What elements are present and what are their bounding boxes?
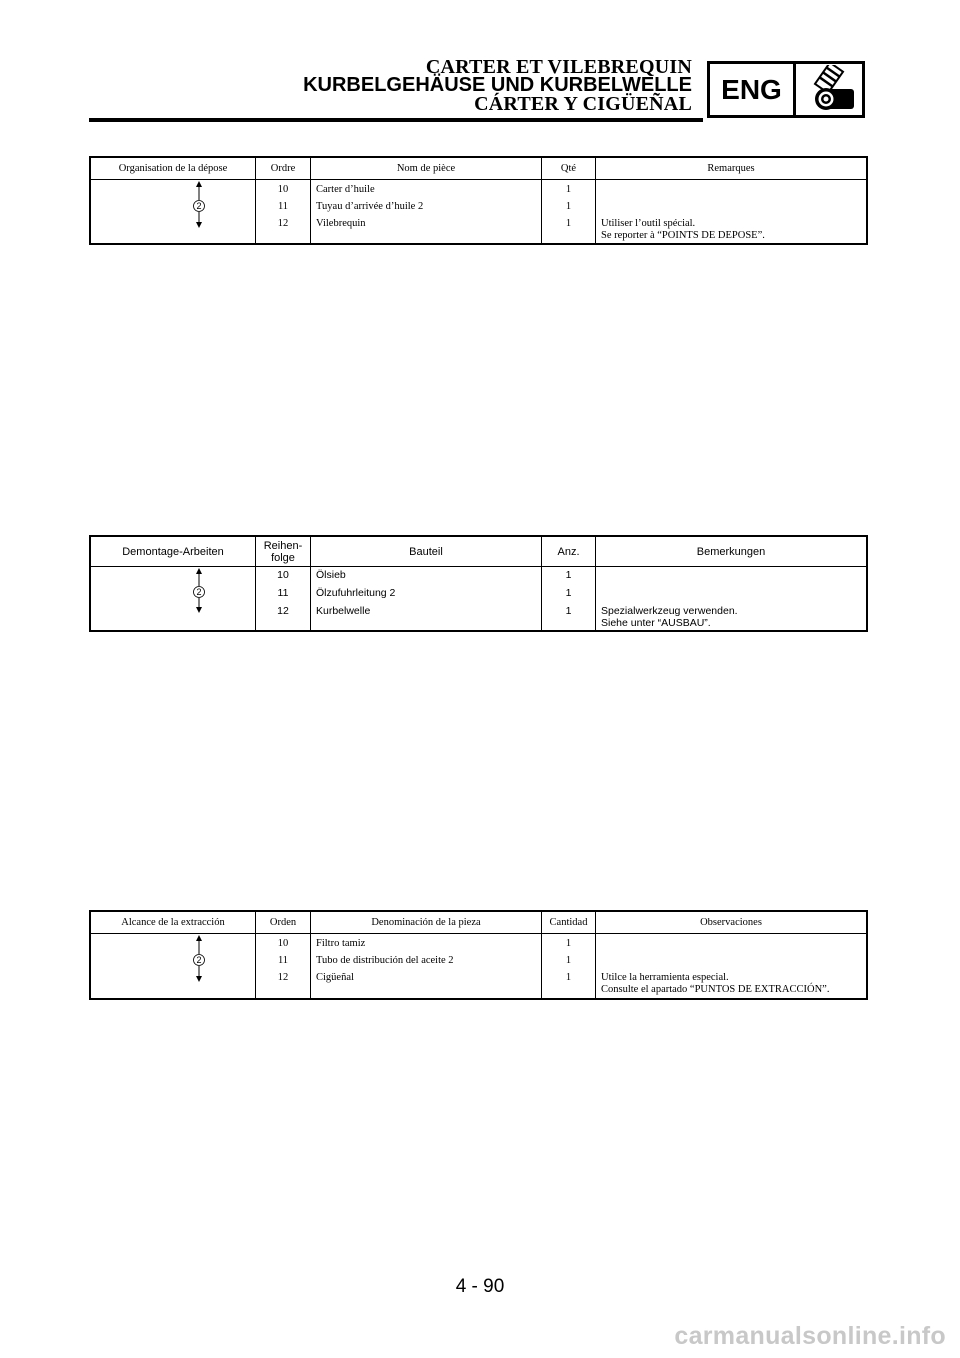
- part-name: Tuyau d’arrivée d’huile 2: [316, 201, 424, 212]
- col-header-line: folge: [271, 551, 295, 564]
- qty-value: 1: [565, 938, 572, 949]
- remark-text: Utiliser l’outil spécial.: [601, 218, 696, 229]
- group-range-arrow-icon: [193, 180, 205, 244]
- col-header: Bauteil: [311, 537, 542, 566]
- group-column: [91, 567, 256, 631]
- order-column: [256, 934, 311, 998]
- qty-value: 1: [565, 587, 572, 599]
- remarks-column: [596, 934, 866, 998]
- page-number: 4 - 90: [455, 1276, 505, 1297]
- col-header: Demontage-Arbeiten: [91, 537, 256, 566]
- qty-column: [542, 934, 596, 998]
- col-header: Anz.: [542, 537, 596, 566]
- col-header: Nom de pièce: [311, 158, 542, 179]
- qty-value: 1: [565, 218, 572, 229]
- table-body: [91, 567, 866, 631]
- part-column: [311, 567, 542, 631]
- part-column: [311, 180, 542, 244]
- col-header: Alcance de la extracción: [91, 912, 256, 933]
- title-fr: CARTER ET VILEBREQUIN: [425, 56, 692, 78]
- order-value: 12: [277, 218, 289, 229]
- remarks-column: [596, 567, 866, 631]
- col-header: Bemerkungen: [696, 545, 766, 558]
- remark-text: Se reporter à “POINTS DE DEPOSE”.: [601, 230, 765, 241]
- order-value: 10: [277, 938, 289, 949]
- order-column: [256, 567, 311, 631]
- header-rule: [89, 118, 703, 122]
- order-column: [256, 180, 311, 244]
- order-value: 11: [277, 587, 289, 599]
- order-value: 12: [277, 605, 289, 617]
- order-value: 10: [277, 184, 289, 195]
- table-header: [91, 537, 866, 567]
- table-body: [91, 180, 866, 244]
- col-header: Qté: [542, 158, 596, 179]
- part-name: Vilebrequin: [316, 218, 366, 229]
- qty-value: 1: [565, 972, 572, 983]
- order-value: 11: [277, 201, 289, 212]
- qty-value: 1: [565, 605, 572, 617]
- qty-value: 1: [565, 201, 572, 212]
- qty-value: 1: [565, 184, 572, 195]
- part-name: Kurbelwelle: [316, 605, 371, 617]
- group-marker: 2: [196, 587, 202, 597]
- group-column: [91, 934, 256, 998]
- part-name: Ölsieb: [316, 569, 346, 581]
- removal-table-es: [89, 910, 868, 1000]
- watermark: carmanualsonline.info: [674, 1322, 946, 1350]
- remark-text: Spezialwerkzeug verwenden.: [601, 605, 738, 617]
- table-header: [91, 912, 866, 934]
- col-header: Denominación de la pieza: [311, 912, 542, 933]
- order-value: 12: [277, 972, 289, 983]
- title-de: KURBELGEHÄUSE UND KURBELWELLE: [303, 74, 692, 96]
- removal-table-fr: [89, 156, 868, 245]
- remark-text: Siehe unter “AUSBAU”.: [601, 617, 711, 629]
- part-column: [311, 934, 542, 998]
- qty-value: 1: [565, 569, 572, 581]
- table-body: [91, 934, 866, 998]
- qty-value: 1: [565, 955, 572, 966]
- group-marker: 2: [196, 201, 202, 211]
- engine-crankshaft-icon: [796, 64, 862, 115]
- section-badge: [707, 61, 865, 118]
- title-es: CÁRTER Y CIGÜEÑAL: [474, 93, 692, 115]
- group-range-arrow-icon: [193, 934, 205, 998]
- remark-text: Utilce la herramienta especial.: [601, 972, 729, 983]
- qty-column: [542, 567, 596, 631]
- col-header: Observaciones: [700, 917, 762, 928]
- col-header: Ordre: [256, 158, 311, 179]
- part-name: Tubo de distribución del aceite 2: [316, 955, 454, 966]
- group-column: [91, 180, 256, 244]
- col-header: Orden: [256, 912, 311, 933]
- group-range-arrow-icon: [193, 567, 205, 631]
- col-header: Organisation de la dépose: [91, 158, 256, 179]
- part-name: Ölzufuhrleitung 2: [316, 587, 396, 599]
- part-name: Cigüeñal: [316, 972, 354, 983]
- table-header: [91, 158, 866, 180]
- order-value: 11: [277, 955, 289, 966]
- col-header-line: Reihen-: [263, 539, 303, 552]
- remarks-column: [596, 180, 866, 244]
- part-name: Filtro tamiz: [316, 938, 366, 949]
- remark-text: Consulte el apartado “PUNTOS DE EXTRACCIÓN”.: [601, 984, 830, 995]
- part-name: Carter d’huile: [316, 184, 375, 195]
- order-value: 10: [277, 569, 289, 581]
- section-badge-label: ENG: [710, 64, 796, 115]
- removal-table-de: [89, 535, 868, 632]
- group-marker: 2: [196, 955, 202, 965]
- col-header: Remarques: [707, 163, 755, 174]
- qty-column: [542, 180, 596, 244]
- col-header: Cantidad: [542, 912, 596, 933]
- col-header: [256, 537, 311, 566]
